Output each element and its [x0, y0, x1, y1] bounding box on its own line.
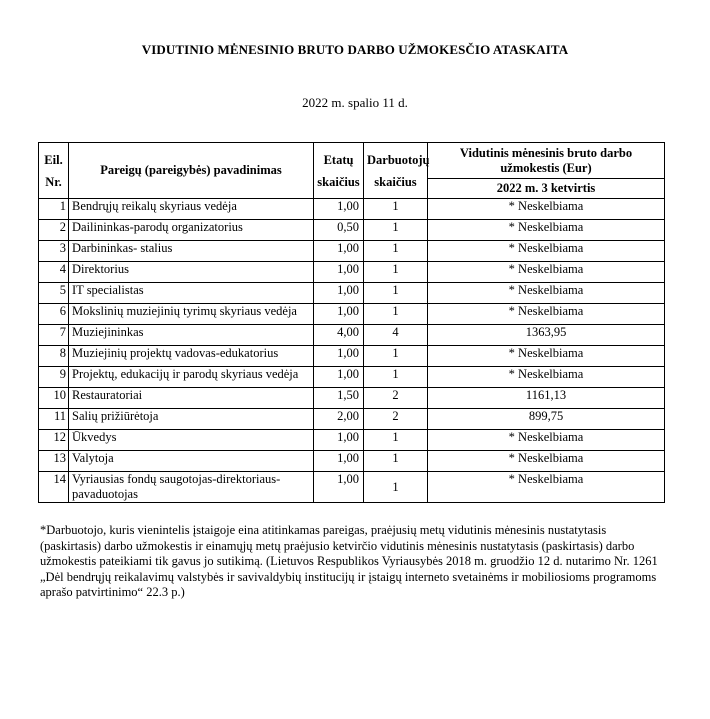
- table-row: [39, 304, 665, 325]
- header-darbuotoju: [364, 143, 428, 199]
- staff-units: 1,00: [314, 430, 364, 451]
- position-name: Projektų, edukacijų ir parodų skyriaus vedėja: [69, 367, 314, 388]
- average-salary: * Neskelbiama: [428, 430, 665, 451]
- staff-units: 1,00: [314, 451, 364, 472]
- footnote: *Darbuotojo, kuris vienintelis įstaigoje eina atitinkamas pareigas, praėjusių metų vidutinis mėnesinis nustatytasis (paskirtasis) darbo užmokestis ir einamųjų metų praėjusio ketvirčio vidutinis mėnesinis nustatytasis (paskirtasis) darbo užmokestis pateikiami tik gavus jo sutikimą. (Lietuvos Respublikos Vyriausybės 2018 m. gruodžio 12 d. nutarimo Nr. 1261 „Dėl bendrųjų reikalavimų valstybės ir savivaldybių institucijų ir įstaigų interneto svetainėms ir mobiliosioms programoms aprašo patvirtinimo“ 22.3 p.): [40, 523, 658, 599]
- staff-units: 1,50: [314, 388, 364, 409]
- header-darb-line1: Darbuotojų: [367, 152, 430, 167]
- employee-count: 2: [364, 409, 428, 430]
- staff-units: 1,00: [314, 199, 364, 220]
- header-salary-period: 2022 m. 3 ketvirtis: [428, 179, 665, 199]
- staff-units: 0,50: [314, 220, 364, 241]
- average-salary: * Neskelbiama: [428, 346, 665, 367]
- average-salary: * Neskelbiama: [428, 199, 665, 220]
- position-name: Valytoja: [69, 451, 314, 472]
- row-number: 14: [39, 472, 69, 503]
- employee-count: 1: [364, 304, 428, 325]
- average-salary: 1363,95: [428, 325, 665, 346]
- position-name: Vyriausias fondų saugotojas-direktoriaus-pavaduotojas: [69, 472, 314, 503]
- average-salary: * Neskelbiama: [428, 241, 665, 262]
- header-salary-text: Vidutinis mėnesinis bruto darbo užmokestis (Eur): [459, 145, 633, 175]
- position-name: Muziejinių projektų vadovas-edukatorius: [69, 346, 314, 367]
- position-name: Dailininkas-parodų organizatorius: [69, 220, 314, 241]
- row-number: 10: [39, 388, 69, 409]
- row-number: 9: [39, 367, 69, 388]
- staff-units: 2,00: [314, 409, 364, 430]
- employee-count: 1: [364, 346, 428, 367]
- staff-units: 1,00: [314, 346, 364, 367]
- table-row: [39, 430, 665, 451]
- table-row: [39, 283, 665, 304]
- staff-units: 1,00: [314, 283, 364, 304]
- employee-count: 1: [364, 220, 428, 241]
- staff-units: 1,00: [314, 262, 364, 283]
- row-number: 6: [39, 304, 69, 325]
- employee-count: 1: [364, 262, 428, 283]
- employee-count: 1: [364, 367, 428, 388]
- row-number: 12: [39, 430, 69, 451]
- employee-count: 1: [364, 199, 428, 220]
- table-row: [39, 409, 665, 430]
- average-salary: 899,75: [428, 409, 665, 430]
- employee-count: 1: [364, 472, 428, 503]
- header-nr-line2: Nr.: [45, 174, 62, 189]
- row-number: 3: [39, 241, 69, 262]
- header-etatu-line1: Etatų: [323, 152, 354, 167]
- position-name: Direktorius: [69, 262, 314, 283]
- staff-units: 1,00: [314, 472, 364, 503]
- row-number: 7: [39, 325, 69, 346]
- staff-units: 1,00: [314, 241, 364, 262]
- average-salary: * Neskelbiama: [428, 304, 665, 325]
- employee-count: 4: [364, 325, 428, 346]
- position-name: IT specialistas: [69, 283, 314, 304]
- row-number: 1: [39, 199, 69, 220]
- average-salary: * Neskelbiama: [428, 220, 665, 241]
- table-row: [39, 199, 665, 220]
- table-row: [39, 220, 665, 241]
- table-row: [39, 472, 665, 503]
- position-name: Darbininkas- stalius: [69, 241, 314, 262]
- average-salary: 1161,13: [428, 388, 665, 409]
- report-title: VIDUTINIO MĖNESINIO BRUTO DARBO UŽMOKESČIO ATASKAITA: [141, 42, 569, 57]
- table-row: [39, 325, 665, 346]
- header-nr: [39, 143, 69, 199]
- position-name: Mokslinių muziejinių tyrimų skyriaus vedėja: [69, 304, 314, 325]
- header-name: Pareigų (pareigybės) pavadinimas: [69, 143, 314, 199]
- staff-units: 1,00: [314, 304, 364, 325]
- header-etatu: [314, 143, 364, 199]
- employee-count: 1: [364, 430, 428, 451]
- staff-units: 4,00: [314, 325, 364, 346]
- average-salary: * Neskelbiama: [428, 367, 665, 388]
- table-row: [39, 346, 665, 367]
- row-number: 2: [39, 220, 69, 241]
- table-row: [39, 388, 665, 409]
- employee-count: 1: [364, 241, 428, 262]
- header-salary: [428, 143, 665, 179]
- row-number: 11: [39, 409, 69, 430]
- report-date: 2022 m. spalio 11 d.: [302, 95, 408, 110]
- position-name: Ūkvedys: [69, 430, 314, 451]
- row-number: 8: [39, 346, 69, 367]
- table-row: [39, 367, 665, 388]
- average-salary: * Neskelbiama: [428, 451, 665, 472]
- header-nr-line1: Eil.: [44, 152, 63, 167]
- table-row: [39, 241, 665, 262]
- average-salary: * Neskelbiama: [428, 283, 665, 304]
- employee-count: 1: [364, 283, 428, 304]
- header-darb-line2: skaičius: [374, 174, 417, 189]
- position-name: Salių prižiūrėtoja: [69, 409, 314, 430]
- average-salary: * Neskelbiama: [428, 472, 665, 503]
- row-number: 13: [39, 451, 69, 472]
- average-salary: * Neskelbiama: [428, 262, 665, 283]
- salary-table: [38, 142, 665, 503]
- position-name: Restauratoriai: [69, 388, 314, 409]
- table-row: [39, 451, 665, 472]
- row-number: 5: [39, 283, 69, 304]
- row-number: 4: [39, 262, 69, 283]
- position-name: Bendrųjų reikalų skyriaus vedėja: [69, 199, 314, 220]
- employee-count: 2: [364, 388, 428, 409]
- header-etatu-line2: skaičius: [317, 174, 360, 189]
- table-row: [39, 262, 665, 283]
- staff-units: 1,00: [314, 367, 364, 388]
- employee-count: 1: [364, 451, 428, 472]
- position-name: Muziejininkas: [69, 325, 314, 346]
